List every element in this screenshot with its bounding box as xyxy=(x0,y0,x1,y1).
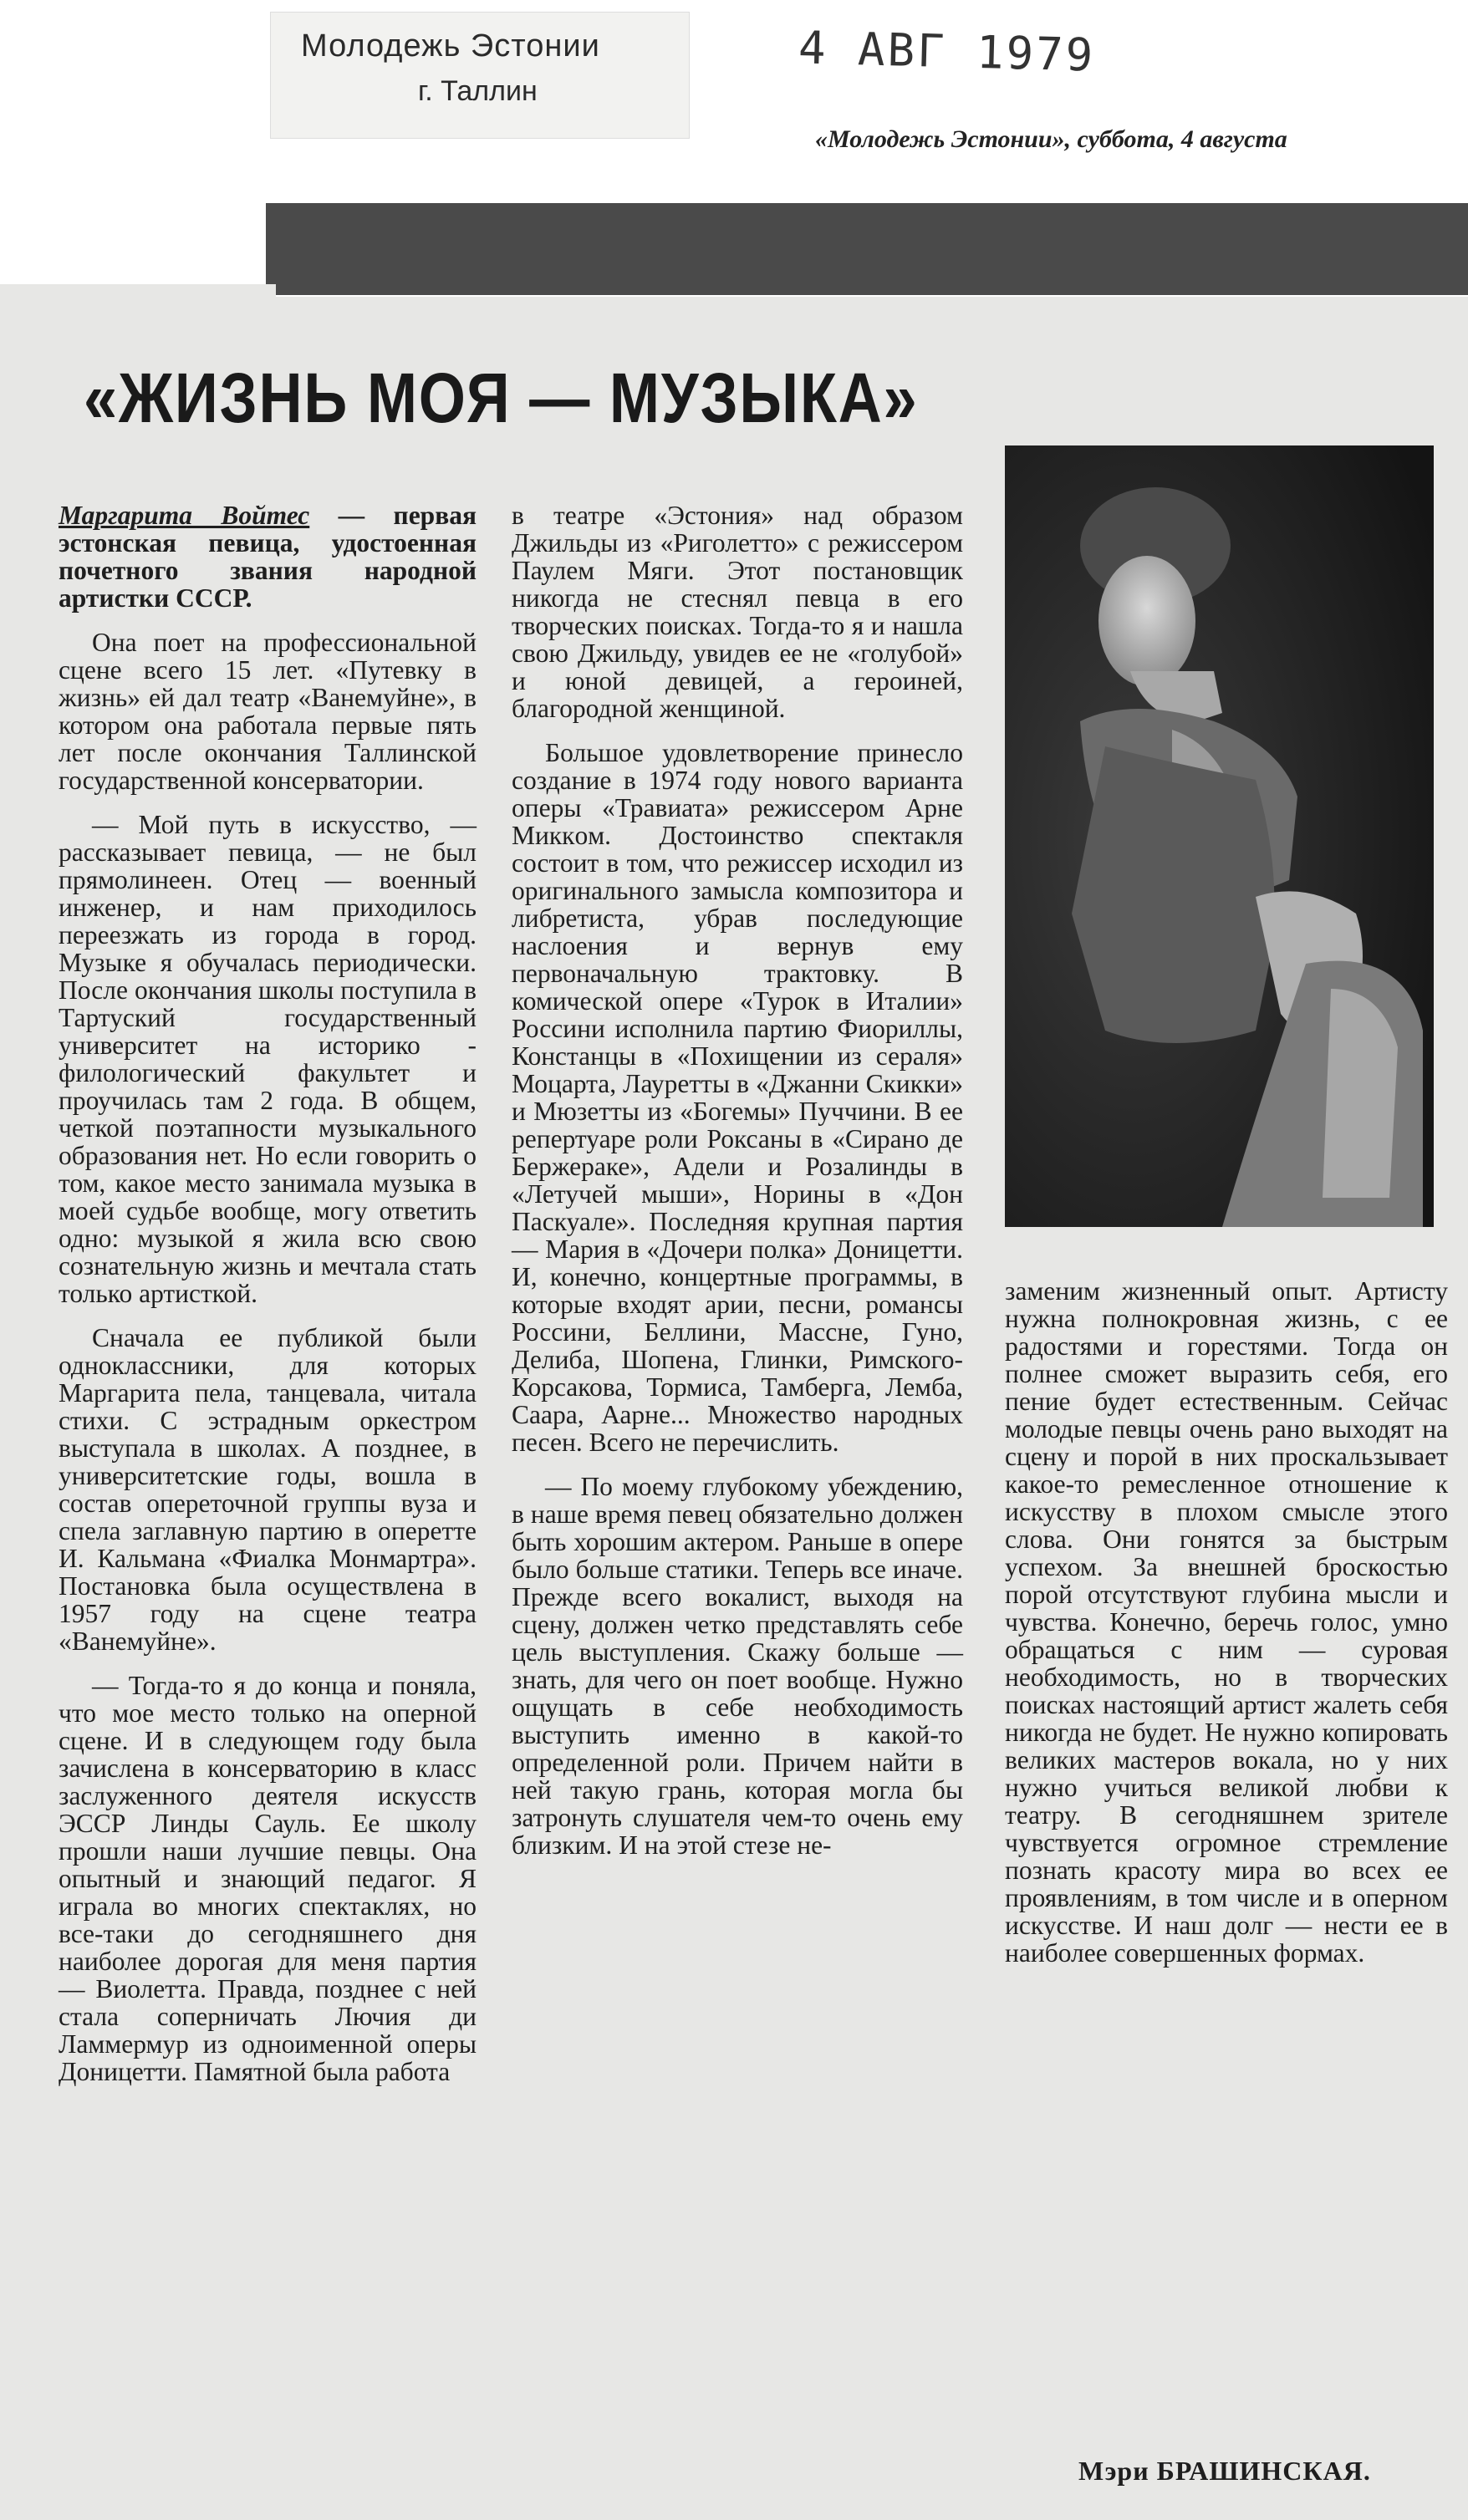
paragraph: Большое удовлетворение принесло создание в 1974 году нового варианта оперы «Травиата» режиссером Арне Миккoм. Достоинство спектакля состоит в том, что режиссер исходил из оригинального замысла композитора и либретиста, убрав последующие наслоения и вернув ему первоначальную трактовку. В комической опере «Турок в Италии» Россини исполнила партию Фиориллы, Констанцы в «Похищении из сераля» Моцарта, Лауретты в «Джанни Скикки» и Мюзетты из «Богемы» Пуччини. В ее репертуаре роли Роксаны в «Сирано де Бержераке», Адели и Розалинды в «Летучей мыши», Норины в «Дон Паскуале». Последняя крупная партия — Мария в «Дочери полка» Доницетти. И, конечно, концертные программы, в которые входят арии, песни, романсы Россини, Беллини, Массне, Гуно, Делиба, Шопена, Глинки, Римского-Корсакова, Тормиса, Тамберга, Лемба, Саара, Аарне... Множество народных песен. Всего не перечислить. xyxy=(512,738,963,1457)
lead-paragraph xyxy=(59,501,477,612)
paragraph: заменим жизненный опыт. Артисту нужна полнокровная жизнь, с ее радостями и горестями. Тогда он полнее сможет выразить себя, его пение будет естественным. Сейчас молодые певцы очень рано выходят на сцену и порой в них проскальзывает какое-то ремесленное отношение к искусству в плохом смысле этого слова. Они гонятся за быстрым успехом. За внешней броскостью порой отсутствуют глубина мысли и чувства. Конечно, беречь голос, умно обращаться с ним — суровая необходимость, но в творческих поисках настоящий артист жалеть себя никогда не будет. Не нужно копировать великих мастеров вокала, но у них нужно учиться великой любви к театру. В сегодняшнем зрителе чувствуется огромное стремление познать красоту мира во всех ее проявлениям, в том числе и в оперном искусстве. И наш долг — нести ее в наиболее совершенных формах. xyxy=(1005,1276,1448,1968)
stamp-publication: Молодежь Эстонии xyxy=(301,28,600,64)
lead-name: Маргарита Войтес xyxy=(59,501,310,530)
paragraph: — По моему глубокому убеждению, в наше время певец обязательно должен быть хорошим актером. Раньше в опере было больше статики. Теперь все иначе. Прежде всего вокалист, выходя на сцену, должен четко представлять себе цель выступления. Скажу больше — знать, для чего он поет вообще. Нужно ощущать в себе необходимость выступить именно в какой-то определенной роли. Причем найти в ней такую грань, которая могла бы затронуть слушателя чем-то очень ему близким. И на этой стезе не- xyxy=(512,1472,963,1860)
dark-band xyxy=(266,203,1468,295)
column-1 xyxy=(59,501,477,2102)
paragraph: в театре «Эстония» над образом Джильды из «Риголетто» с режиссером Паулем Мяги. Этот постановщик никогда не стеснял певца в его творческих поисках. Тогда-то я и нашла свою Джильду, увидев ее не «голубой» и юной девицей, а героиней, благородной женщиной. xyxy=(512,501,963,723)
paragraph: Сначала ее публикой были одноклассники, для которых Маргарита пела, танцевала, читала стихи. С эстрадным оркестром выступала в школах. А позднее, в университетские годы, вошла в состав опереточной группы вуза и спела заглавную партию в оперетте И. Кальмана «Фиалка Монмартра». Постановка была осуществлена в 1957 году на сцене театра «Ванемуйне». xyxy=(59,1323,477,1656)
column-2 xyxy=(512,501,963,1876)
portrait-photo-icon xyxy=(1005,445,1434,1227)
author-signature: Мэри БРАШИНСКАЯ. xyxy=(1078,2456,1371,2486)
stamp-date: 4 АВГ 1979 xyxy=(798,21,1096,82)
lead-rest: — первая эстонская певица, удостоенная почетного звания народной артистки СССР. xyxy=(59,501,477,613)
masthead: «Молодежь Эстонии», суббота, 4 августа xyxy=(815,125,1287,153)
column-3 xyxy=(1005,1277,1448,1983)
stamp-city: г. Таллин xyxy=(418,75,538,107)
paragraph: Она поет на профессиональной сцене всего 15 лет. «Путевку в жизнь» ей дал театр «Ванемуйне», в котором она работала первые пять лет после окончания Таллинской государственной консерватории. xyxy=(59,628,477,795)
paragraph: — Мой путь в искусство, — рассказывает певица, — не был прямолинеен. Отец — военный инженер, и нам приходилось переезжать из города в город. Музыке я обучалась периодически. После окончания школы поступила в Тартуский государственный университет на историко - филологический факультет и проучилась там 2 года. В общем, четкой поэтапности музыкального образования нет. Но если говорить о том, какое место занимала музыка в моей судьбе вообще, могу ответить одно: музыкой я жила всю свою сознательную жизнь и мечтала стать только артисткой. xyxy=(59,810,477,1308)
headline: «ЖИЗНЬ МОЯ — МУЗЫКА» xyxy=(84,359,919,437)
paragraph: — Тогда-то я до конца и поняла, что мое место только на оперной сцене. И в следующем году была зачислена в консерваторию в класс заслуженного деятеля искусств ЭССР Линды Сауль. Ее школу прошли наши лучшие певцы. Она опытный и знающий педагог. Я играла во многих спектаклях, но все-таки до сегодняшнего дня наиболее дорогая для меня партия — Виолетта. Правда, позднее с ней стала соперничать Лючия ди Ламмермур из одноименной оперы Доницетти. Памятной была работа xyxy=(59,1671,477,2086)
